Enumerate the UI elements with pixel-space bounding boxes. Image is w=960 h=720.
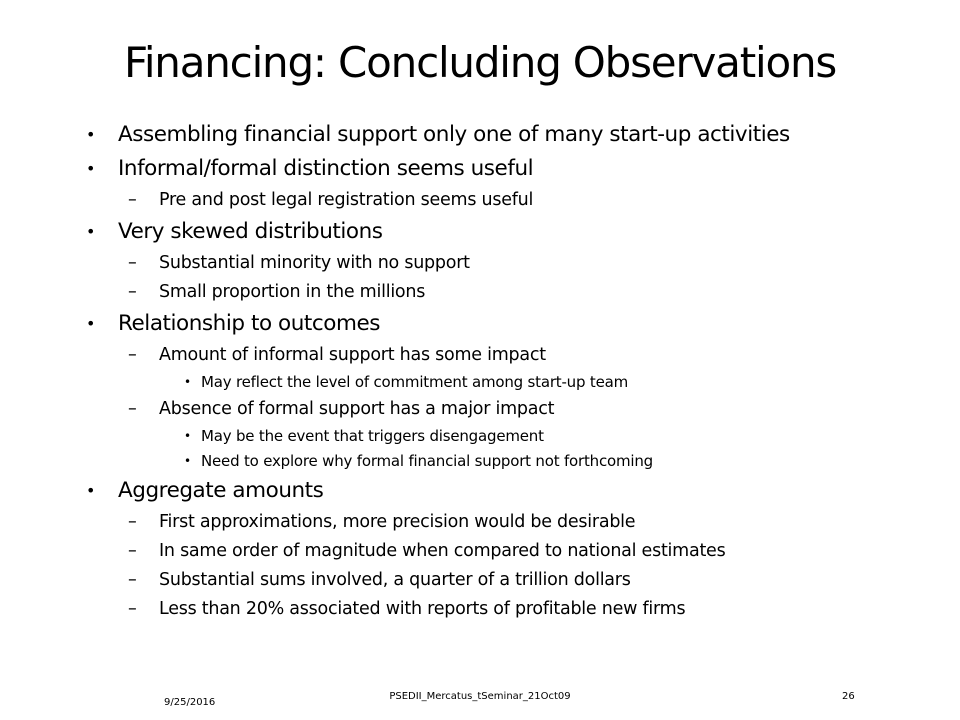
sub-sub-bullet-item: [0, 424, 960, 449]
sub-bullet-item: [0, 249, 960, 278]
bullet-marker: •: [86, 222, 95, 241]
sub-sub-bullet-text: May reflect the level of commitment among start-up team: [201, 373, 628, 391]
bullet-list: [0, 118, 960, 624]
bullet-item: [0, 152, 960, 186]
sub-bullet-text: Absence of formal support has a major impact: [159, 399, 555, 419]
bullet-marker: •: [184, 429, 191, 443]
dash-marker: –: [128, 399, 137, 419]
dash-marker: –: [128, 570, 137, 590]
bullet-marker: •: [86, 159, 95, 178]
bullet-marker: •: [184, 454, 191, 468]
sub-bullet-text: Amount of informal support has some impact: [159, 345, 546, 365]
sub-sub-bullet-item: [0, 449, 960, 474]
footer-filename: PSEDII_Mercatus_tSeminar_21Oct09: [389, 691, 571, 702]
sub-sub-bullet-text: May be the event that triggers disengagement: [201, 427, 544, 445]
slide-title: Financing: Concluding Observations: [123, 38, 837, 87]
sub-bullet-item: [0, 341, 960, 370]
sub-bullet-item: [0, 595, 960, 624]
dash-marker: –: [128, 253, 137, 273]
sub-bullet-text: Less than 20% associated with reports of profitable new firms: [159, 599, 686, 619]
sub-bullet-text: In same order of magnitude when compared to national estimates: [159, 541, 726, 561]
sub-bullet-text: Substantial sums involved, a quarter of a trillion dollars: [159, 570, 631, 590]
sub-bullet-item: [0, 395, 960, 424]
sub-bullet-text: Small proportion in the millions: [159, 282, 426, 302]
page-number: 26: [842, 691, 855, 702]
bullet-marker: •: [86, 481, 95, 500]
bullet-text: Very skewed distributions: [118, 219, 383, 244]
dash-marker: –: [128, 190, 137, 210]
sub-bullet-item: [0, 186, 960, 215]
sub-bullet-item: [0, 566, 960, 595]
sub-bullet-text: Substantial minority with no support: [159, 253, 470, 273]
bullet-marker: •: [86, 125, 95, 144]
bullet-text: Aggregate amounts: [118, 478, 324, 503]
dash-marker: –: [128, 599, 137, 619]
dash-marker: –: [128, 512, 137, 532]
bullet-marker: •: [184, 375, 191, 389]
sub-sub-bullet-text: Need to explore why formal financial support not forthcoming: [201, 452, 653, 470]
footer-date: 9/25/2016: [164, 697, 216, 708]
sub-bullet-item: [0, 537, 960, 566]
sub-bullet-text: Pre and post legal registration seems useful: [159, 190, 534, 210]
dash-marker: –: [128, 345, 137, 365]
bullet-text: Informal/formal distinction seems useful: [118, 156, 534, 181]
bullet-text: Assembling financial support only one of many start-up activities: [118, 122, 790, 147]
sub-bullet-item: [0, 278, 960, 307]
bullet-item: [0, 474, 960, 508]
sub-bullet-text: First approximations, more precision would be desirable: [159, 512, 636, 532]
bullet-item: [0, 307, 960, 341]
sub-bullet-item: [0, 508, 960, 537]
bullet-text: Relationship to outcomes: [118, 311, 380, 336]
sub-sub-bullet-item: [0, 370, 960, 395]
dash-marker: –: [128, 282, 137, 302]
dash-marker: –: [128, 541, 137, 561]
bullet-marker: •: [86, 314, 95, 333]
bullet-item: [0, 118, 960, 152]
bullet-item: [0, 215, 960, 249]
